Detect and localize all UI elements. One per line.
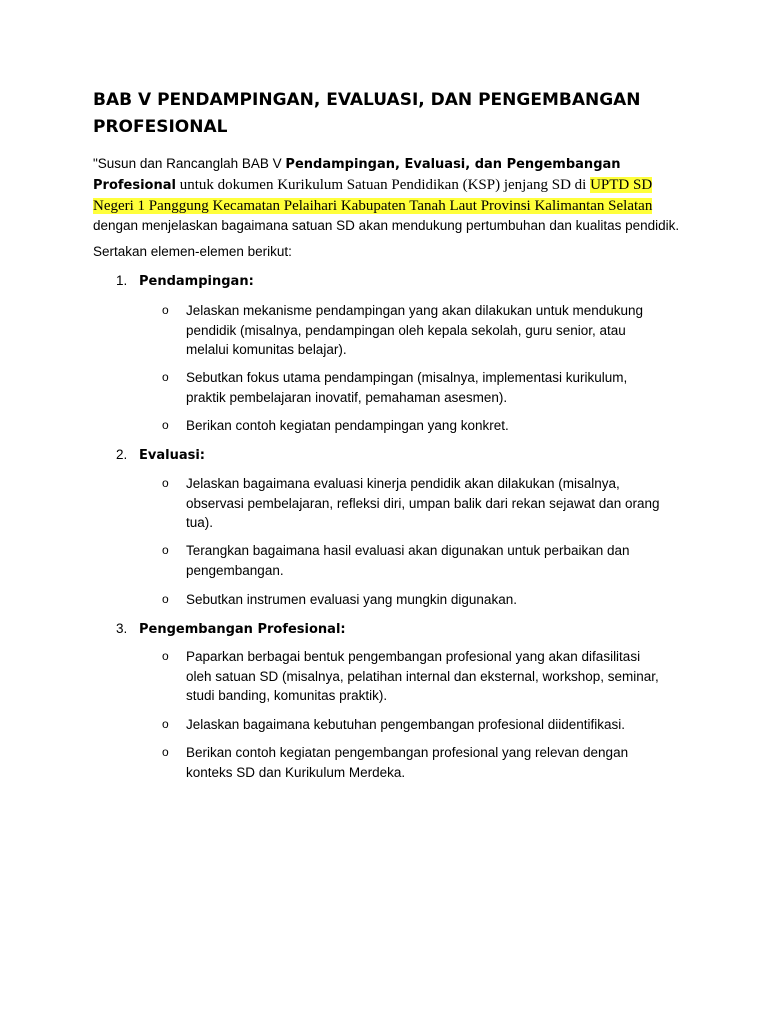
section-3-bullet-3 [162, 743, 662, 782]
section-2-heading [116, 445, 205, 466]
bullet-marker: o [162, 592, 169, 606]
section-3-title: Pengembangan Profesional: [139, 622, 346, 637]
bullet-text: Jelaskan bagaimana evaluasi kinerja pendidik akan dilakukan (misalnya, observasi pembelajaran, refleksi diri, umpan balik dari rekan sejawat dan orang tua). [186, 476, 660, 530]
section-1-number: 1. [116, 273, 128, 288]
section-2-number: 2. [116, 447, 128, 462]
bullet-marker: o [162, 303, 169, 317]
intro-part-1: "Susun dan Rancanglah BAB V [93, 156, 286, 171]
bullet-marker: o [162, 543, 169, 557]
intro-school-name-highlight: UPTD SD Negeri 1 Panggung Kecamatan Pelaihari Kabupaten Tanah Laut Provinsi Kalimantan Selatan [93, 177, 653, 214]
intro-part-5: dengan menjelaskan bagaimana satuan SD akan mendukung pertumbuhan dan kualitas pendidik. [93, 218, 680, 233]
bullet-marker: o [162, 476, 169, 490]
bullet-text: Terangkan bagaimana hasil evaluasi akan digunakan untuk perbaikan dan pengembangan. [186, 543, 630, 578]
section-2-bullet-2 [162, 541, 662, 580]
section-1-heading [116, 271, 254, 292]
bullet-text: Jelaskan bagaimana kebutuhan pengembangan profesional diidentifikasi. [186, 717, 626, 732]
section-3-heading [116, 619, 346, 640]
bullet-marker: o [162, 418, 169, 432]
section-1-bullet-3 [162, 416, 662, 436]
intro-paragraph [93, 154, 683, 236]
document-title: BAB V PENDAMPINGAN, EVALUASI, DAN PENGEMBANGAN PROFESIONAL [93, 90, 641, 137]
bullet-marker: o [162, 649, 169, 663]
section-1-title: Pendampingan: [139, 274, 254, 289]
section-2-title: Evaluasi: [139, 448, 206, 463]
section-1-bullet-1 [162, 301, 662, 360]
lead-text: Sertakan elemen-elemen berikut: [93, 244, 292, 259]
bullet-text: Sebutkan instrumen evaluasi yang mungkin digunakan. [186, 592, 517, 607]
section-2-bullet-1 [162, 474, 662, 533]
section-3-bullet-2 [162, 715, 662, 735]
bullet-text: Jelaskan mekanisme pendampingan yang akan dilakukan untuk mendukung pendidik (misalnya, pendampingan oleh kepala sekolah, guru senior, atau melalui komunitas belajar). [186, 303, 644, 357]
bullet-text: Paparkan berbagai bentuk pengembangan profesional yang akan difasilitasi oleh satuan SD (misalnya, pelatihan internal dan eksternal, workshop, seminar, studi banding, komunitas praktik). [186, 649, 659, 703]
intro-part-3: untuk dokumen Kurikulum Satuan Pendidikan (KSP) jenjang SD di [175, 177, 591, 193]
section-3-bullet-1 [162, 647, 662, 706]
section-1-bullet-2 [162, 368, 662, 407]
bullet-text: Berikan contoh kegiatan pengembangan profesional yang relevan dengan konteks SD dan Kurikulum Merdeka. [186, 745, 629, 780]
bullet-text: Sebutkan fokus utama pendampingan (misalnya, implementasi kurikulum, praktik pembelajaran inovatif, pemahaman asesmen). [186, 370, 628, 405]
bullet-text: Berikan contoh kegiatan pendampingan yang konkret. [186, 418, 509, 433]
bullet-marker: o [162, 370, 169, 384]
section-2-bullet-3 [162, 590, 662, 610]
section-3-number: 3. [116, 621, 128, 636]
intro-chapter-name: Pendampingan, Evaluasi, dan Pengembangan Profesional [93, 157, 621, 193]
bullet-marker: o [162, 717, 169, 731]
bullet-marker: o [162, 745, 169, 759]
